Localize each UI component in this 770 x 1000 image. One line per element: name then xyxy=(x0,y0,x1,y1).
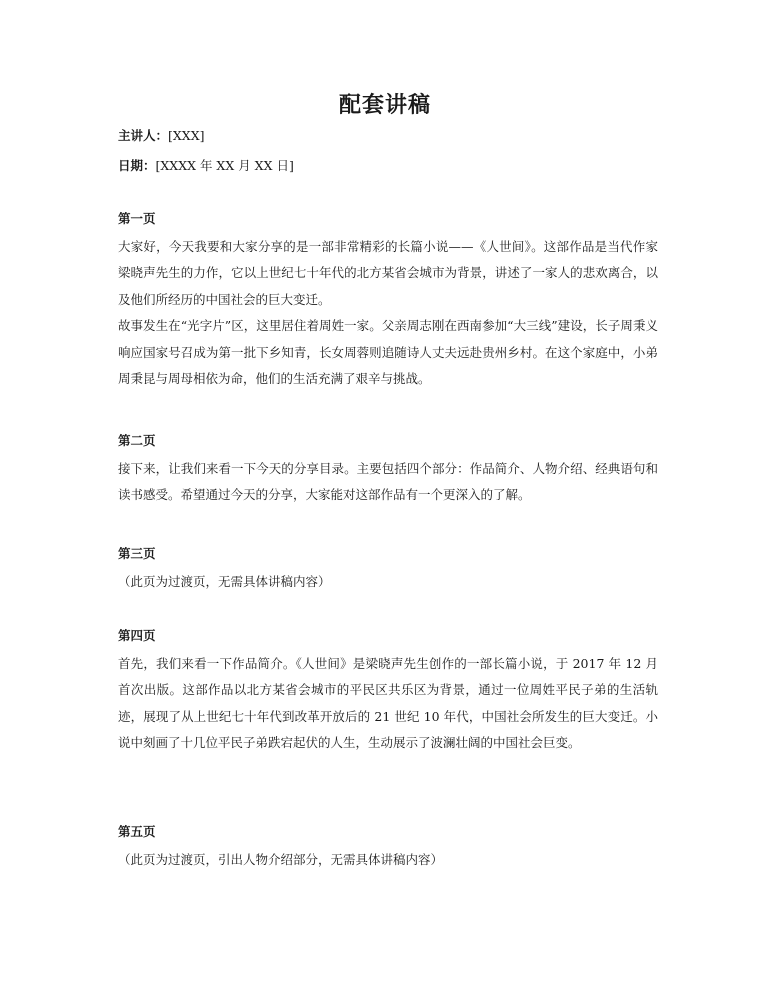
section-paragraph: （此页为过渡页，无需具体讲稿内容） xyxy=(118,574,331,589)
presenter-label: 主讲人： xyxy=(118,128,169,143)
section-heading: 第四页 xyxy=(118,628,156,643)
section-page-2 xyxy=(118,432,658,509)
section-paragraph: 接下来，让我们来看一下今天的分享目录。主要包括四个部分：作品简介、人物介绍、经典语句和读书感受。希望通过今天的分享，大家能对这部作品有一个更深入的了解。 xyxy=(118,461,658,503)
date-line xyxy=(118,157,294,175)
section-page-4 xyxy=(118,627,658,757)
section-heading: 第二页 xyxy=(118,433,156,448)
presenter-value: [XXX] xyxy=(168,128,205,143)
section-page-3 xyxy=(118,545,658,595)
date-label: 日期： xyxy=(118,158,156,173)
section-paragraph: （此页为过渡页，引出人物介绍部分，无需具体讲稿内容） xyxy=(118,852,444,867)
section-paragraph: 大家好，今天我要和大家分享的是一部非常精彩的长篇小说——《人世间》。这部作品是当代作家梁晓声先生的力作，它以上世纪七十年代的北方某省会城市为背景，讲述了一家人的悲欢离合，以及他们所经历的中国社会的巨大变迁。 xyxy=(118,239,658,307)
document-title: 配套讲稿 xyxy=(338,92,431,118)
section-paragraph: 故事发生在“光字片”区，这里居住着周姓一家。父亲周志刚在西南参加“大三线”建设，长子周秉义响应国家号召成为第一批下乡知青，长女周蓉则追随诗人丈夫远赴贵州乡村。在这个家庭中，小弟周秉昆与周母相依为命，他们的生活充满了艰辛与挑战。 xyxy=(118,318,658,387)
section-heading: 第一页 xyxy=(118,211,156,226)
section-page-1 xyxy=(118,210,658,392)
section-heading: 第五页 xyxy=(118,824,156,839)
section-heading: 第三页 xyxy=(118,546,156,561)
section-page-5 xyxy=(118,823,658,873)
date-value: [XXXX 年 XX 月 XX 日] xyxy=(155,158,294,173)
section-paragraph: 首先，我们来看一下作品简介。《人世间》是梁晓声先生创作的一部长篇小说，于 2017 年 12 月首次出版。这部作品以北方某省会城市的平民区共乐区为背景，通过一位周姓平民子弟的生活轨迹，展现了从上世纪七十年代到改革开放后的 21 世纪 10 年代，中国社会所发生的巨大变迁。小说中刻画了十几位平民子弟跌宕起伏的人生，生动展示了波澜壮阔的中国社会巨变。 xyxy=(118,656,658,751)
presenter-line xyxy=(118,127,204,145)
